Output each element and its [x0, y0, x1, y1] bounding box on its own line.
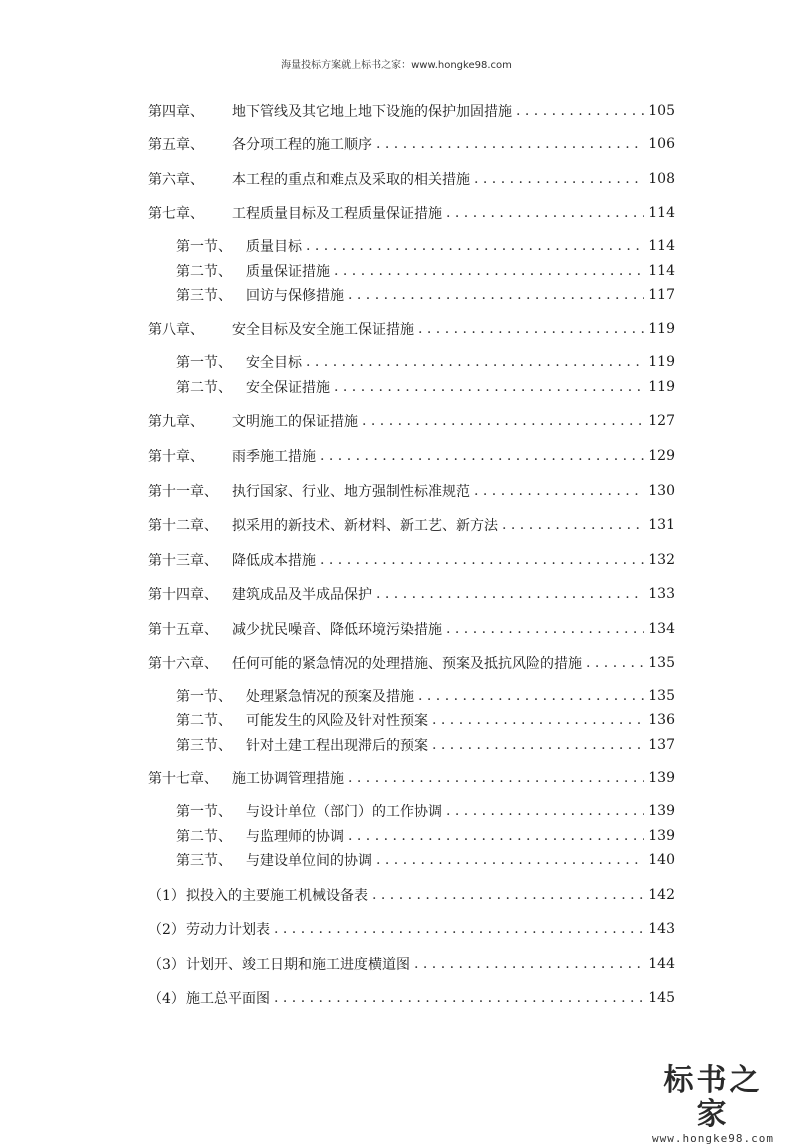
- toc-leader-dots: [376, 586, 644, 602]
- toc-entry-number: 第一节、: [176, 355, 232, 371]
- toc-entry-title: 工程质量目标及工程质量保证措施: [232, 206, 442, 222]
- toc-leader-dots: [348, 828, 644, 844]
- toc-entry-number: 第一节、: [176, 239, 232, 255]
- toc-entry-number: 第五章、: [148, 137, 204, 153]
- toc-entry-title: 施工协调管理措施: [232, 771, 344, 787]
- toc-entry[interactable]: [148, 885, 675, 905]
- toc-entry[interactable]: [148, 319, 675, 339]
- toc-entry-page: 114: [648, 205, 675, 221]
- toc-entry[interactable]: [148, 101, 675, 121]
- toc-entry-title: 与监理师的协调: [246, 829, 344, 845]
- toc-entry-number: 第八章、: [148, 322, 204, 338]
- toc-entry-title: 减少扰民噪音、降低环境污染措施: [232, 622, 442, 638]
- toc-leader-dots: [376, 136, 644, 152]
- toc-entry-title: 处理紧急情况的预案及措施: [246, 689, 414, 705]
- toc-entry-page: 114: [648, 238, 675, 254]
- toc-entry-title: 雨季施工措施: [232, 449, 316, 465]
- toc-entry[interactable]: [148, 446, 675, 466]
- toc-leader-dots: [320, 552, 644, 568]
- toc-entry-title: 拟投入的主要施工机械设备表: [186, 888, 368, 904]
- toc-entry-title: 各分项工程的施工顺序: [232, 137, 372, 153]
- toc-entry-page: 132: [648, 552, 675, 568]
- toc-entry[interactable]: [148, 515, 675, 535]
- toc-entry-title: 建筑成品及半成品保护: [232, 587, 372, 603]
- toc-entry-number: 第二节、: [176, 713, 232, 729]
- toc-leader-dots: [306, 238, 644, 254]
- toc-entry[interactable]: [148, 377, 675, 397]
- toc-entry-number: 第二节、: [176, 380, 232, 396]
- toc-leader-dots: [274, 990, 644, 1006]
- toc-entry-number: 第十七章、: [148, 771, 218, 787]
- toc-entry-page: 134: [648, 621, 675, 637]
- toc-entry[interactable]: [148, 801, 675, 821]
- toc-entry-title: 针对土建工程出现滞后的预案: [246, 738, 428, 754]
- toc-leader-dots: [516, 103, 644, 119]
- toc-entry-number: 第二节、: [176, 264, 232, 280]
- toc-entry-page: 137: [648, 737, 675, 753]
- toc-entry[interactable]: [148, 710, 675, 730]
- toc-leader-dots: [334, 379, 644, 395]
- toc-leader-dots: [502, 517, 644, 533]
- toc-entry[interactable]: [148, 919, 675, 939]
- toc-entry-title: 回访与保修措施: [246, 288, 344, 304]
- toc-entry[interactable]: [148, 850, 675, 870]
- toc-entry-title: 可能发生的风险及针对性预案: [246, 713, 428, 729]
- toc-entry[interactable]: [148, 653, 675, 673]
- toc-entry-page: 139: [648, 803, 675, 819]
- toc-entry-title: 劳动力计划表: [186, 922, 270, 938]
- toc-leader-dots: [446, 205, 644, 221]
- toc-entry-page: 131: [648, 517, 675, 533]
- toc-entry-number: 第三节、: [176, 738, 232, 754]
- toc-entry-title: 安全保证措施: [246, 380, 330, 396]
- page-header: 海量投标方案就上标书之家：www.hongke98.com: [281, 60, 512, 71]
- toc-leader-dots: [446, 803, 644, 819]
- toc-entry-title: 质量保证措施: [246, 264, 330, 280]
- toc-entry-page: 139: [648, 770, 675, 786]
- toc-entry[interactable]: [148, 768, 675, 788]
- toc-entry-title: 地下管线及其它地上地下设施的保护加固措施: [232, 104, 512, 120]
- toc-entry[interactable]: [148, 352, 675, 372]
- toc-entry[interactable]: [148, 411, 675, 431]
- toc-entry-number: 第二节、: [176, 829, 232, 845]
- toc-entry-number: 第九章、: [148, 414, 204, 430]
- toc-entry-page: 119: [648, 354, 675, 370]
- toc-leader-dots: [362, 413, 644, 429]
- toc-entry-number: 第一节、: [176, 804, 232, 820]
- toc-leader-dots: [348, 770, 644, 786]
- toc-leader-dots: [334, 263, 644, 279]
- toc-leader-dots: [414, 956, 644, 972]
- toc-entry-number: （4）: [148, 991, 185, 1007]
- toc-entry-page: 130: [648, 483, 675, 499]
- toc-leader-dots: [586, 655, 644, 671]
- toc-leader-dots: [348, 287, 644, 303]
- toc-entry-page: 133: [648, 586, 675, 602]
- toc-leader-dots: [320, 448, 644, 464]
- toc-entry-page: 106: [648, 136, 675, 152]
- toc-entry[interactable]: [148, 550, 675, 570]
- toc-entry-page: 142: [648, 887, 675, 903]
- toc-entry-page: 117: [648, 287, 675, 303]
- logo-url: www.hongke98.com: [652, 1132, 774, 1145]
- toc-entry-title: 安全目标: [246, 355, 302, 371]
- toc-leader-dots: [418, 688, 644, 704]
- toc-entry-number: （2）: [148, 922, 185, 938]
- toc-entry-page: 143: [648, 921, 675, 937]
- toc-entry-page: 105: [648, 103, 675, 119]
- toc-entry-number: 第七章、: [148, 206, 204, 222]
- toc-entry[interactable]: [148, 584, 675, 604]
- toc-leader-dots: [418, 321, 644, 337]
- logo: [648, 1064, 778, 1145]
- toc-entry-page: 114: [648, 263, 675, 279]
- toc-leader-dots: [474, 483, 644, 499]
- toc-entry[interactable]: [148, 481, 675, 501]
- toc-leader-dots: [432, 712, 644, 728]
- toc-entry-title: 文明施工的保证措施: [232, 414, 358, 430]
- toc-entry-page: 129: [648, 448, 675, 464]
- toc-leader-dots: [372, 887, 644, 903]
- toc-leader-dots: [432, 737, 644, 753]
- toc-entry[interactable]: [148, 826, 675, 846]
- toc-entry-number: （1）: [148, 888, 185, 904]
- toc-entry-page: 145: [648, 990, 675, 1006]
- toc-entry-page: 119: [648, 321, 675, 337]
- toc-entry-number: 第十一章、: [148, 484, 218, 500]
- toc-entry[interactable]: [148, 954, 675, 974]
- toc-entry-title: 本工程的重点和难点及采取的相关措施: [232, 172, 470, 188]
- toc-entry-page: 139: [648, 828, 675, 844]
- toc-entry-title: 计划开、竣工日期和施工进度横道图: [186, 957, 410, 973]
- toc-entry-number: 第六章、: [148, 172, 204, 188]
- toc-entry[interactable]: [148, 203, 675, 223]
- toc-leader-dots: [306, 354, 644, 370]
- logo-text: 标书之家: [663, 1063, 763, 1132]
- toc-entry[interactable]: [148, 261, 675, 281]
- toc-leader-dots: [474, 171, 644, 187]
- toc-entry-number: 第十五章、: [148, 622, 218, 638]
- toc-entry-page: 140: [648, 852, 675, 868]
- toc-entry[interactable]: [148, 619, 675, 639]
- toc-entry-number: 第三节、: [176, 288, 232, 304]
- toc-leader-dots: [446, 621, 644, 637]
- toc-entry-page: 127: [648, 413, 675, 429]
- toc-entry-page: 135: [648, 688, 675, 704]
- toc-entry-number: 第十三章、: [148, 553, 218, 569]
- toc-entry-number: （3）: [148, 957, 185, 973]
- toc-entry-title: 质量目标: [246, 239, 302, 255]
- toc-entry-page: 108: [648, 171, 675, 187]
- toc-entry-title: 任何可能的紧急情况的处理措施、预案及抵抗风险的措施: [232, 656, 582, 672]
- toc-entry[interactable]: [148, 285, 675, 305]
- toc-entry-number: 第十章、: [148, 449, 204, 465]
- toc-leader-dots: [376, 852, 644, 868]
- toc-entry-title: 拟采用的新技术、新材料、新工艺、新方法: [232, 518, 498, 534]
- toc-entry[interactable]: [148, 735, 675, 755]
- toc-entry-page: 119: [648, 379, 675, 395]
- toc-entry[interactable]: [148, 988, 675, 1008]
- toc-entry-number: 第一节、: [176, 689, 232, 705]
- toc-entry-number: 第十四章、: [148, 587, 218, 603]
- toc-entry-title: 施工总平面图: [186, 991, 270, 1007]
- toc-entry-title: 执行国家、行业、地方强制性标准规范: [232, 484, 470, 500]
- toc-entry[interactable]: [148, 686, 675, 706]
- toc-entry-number: 第十六章、: [148, 656, 218, 672]
- toc-entry-number: 第十二章、: [148, 518, 218, 534]
- toc-entry[interactable]: [148, 169, 675, 189]
- toc-entry[interactable]: [148, 134, 675, 154]
- toc-entry-number: 第四章、: [148, 104, 204, 120]
- toc-entry[interactable]: [148, 236, 675, 256]
- toc-entry-number: 第三节、: [176, 853, 232, 869]
- toc-entry-page: 135: [648, 655, 675, 671]
- toc-entry-title: 与建设单位间的协调: [246, 853, 372, 869]
- toc-entry-title: 与设计单位（部门）的工作协调: [246, 804, 442, 820]
- toc-leader-dots: [274, 921, 644, 937]
- toc-entry-title: 安全目标及安全施工保证措施: [232, 322, 414, 338]
- toc-entry-page: 136: [648, 712, 675, 728]
- toc-entry-title: 降低成本措施: [232, 553, 316, 569]
- toc-entry-page: 144: [648, 956, 675, 972]
